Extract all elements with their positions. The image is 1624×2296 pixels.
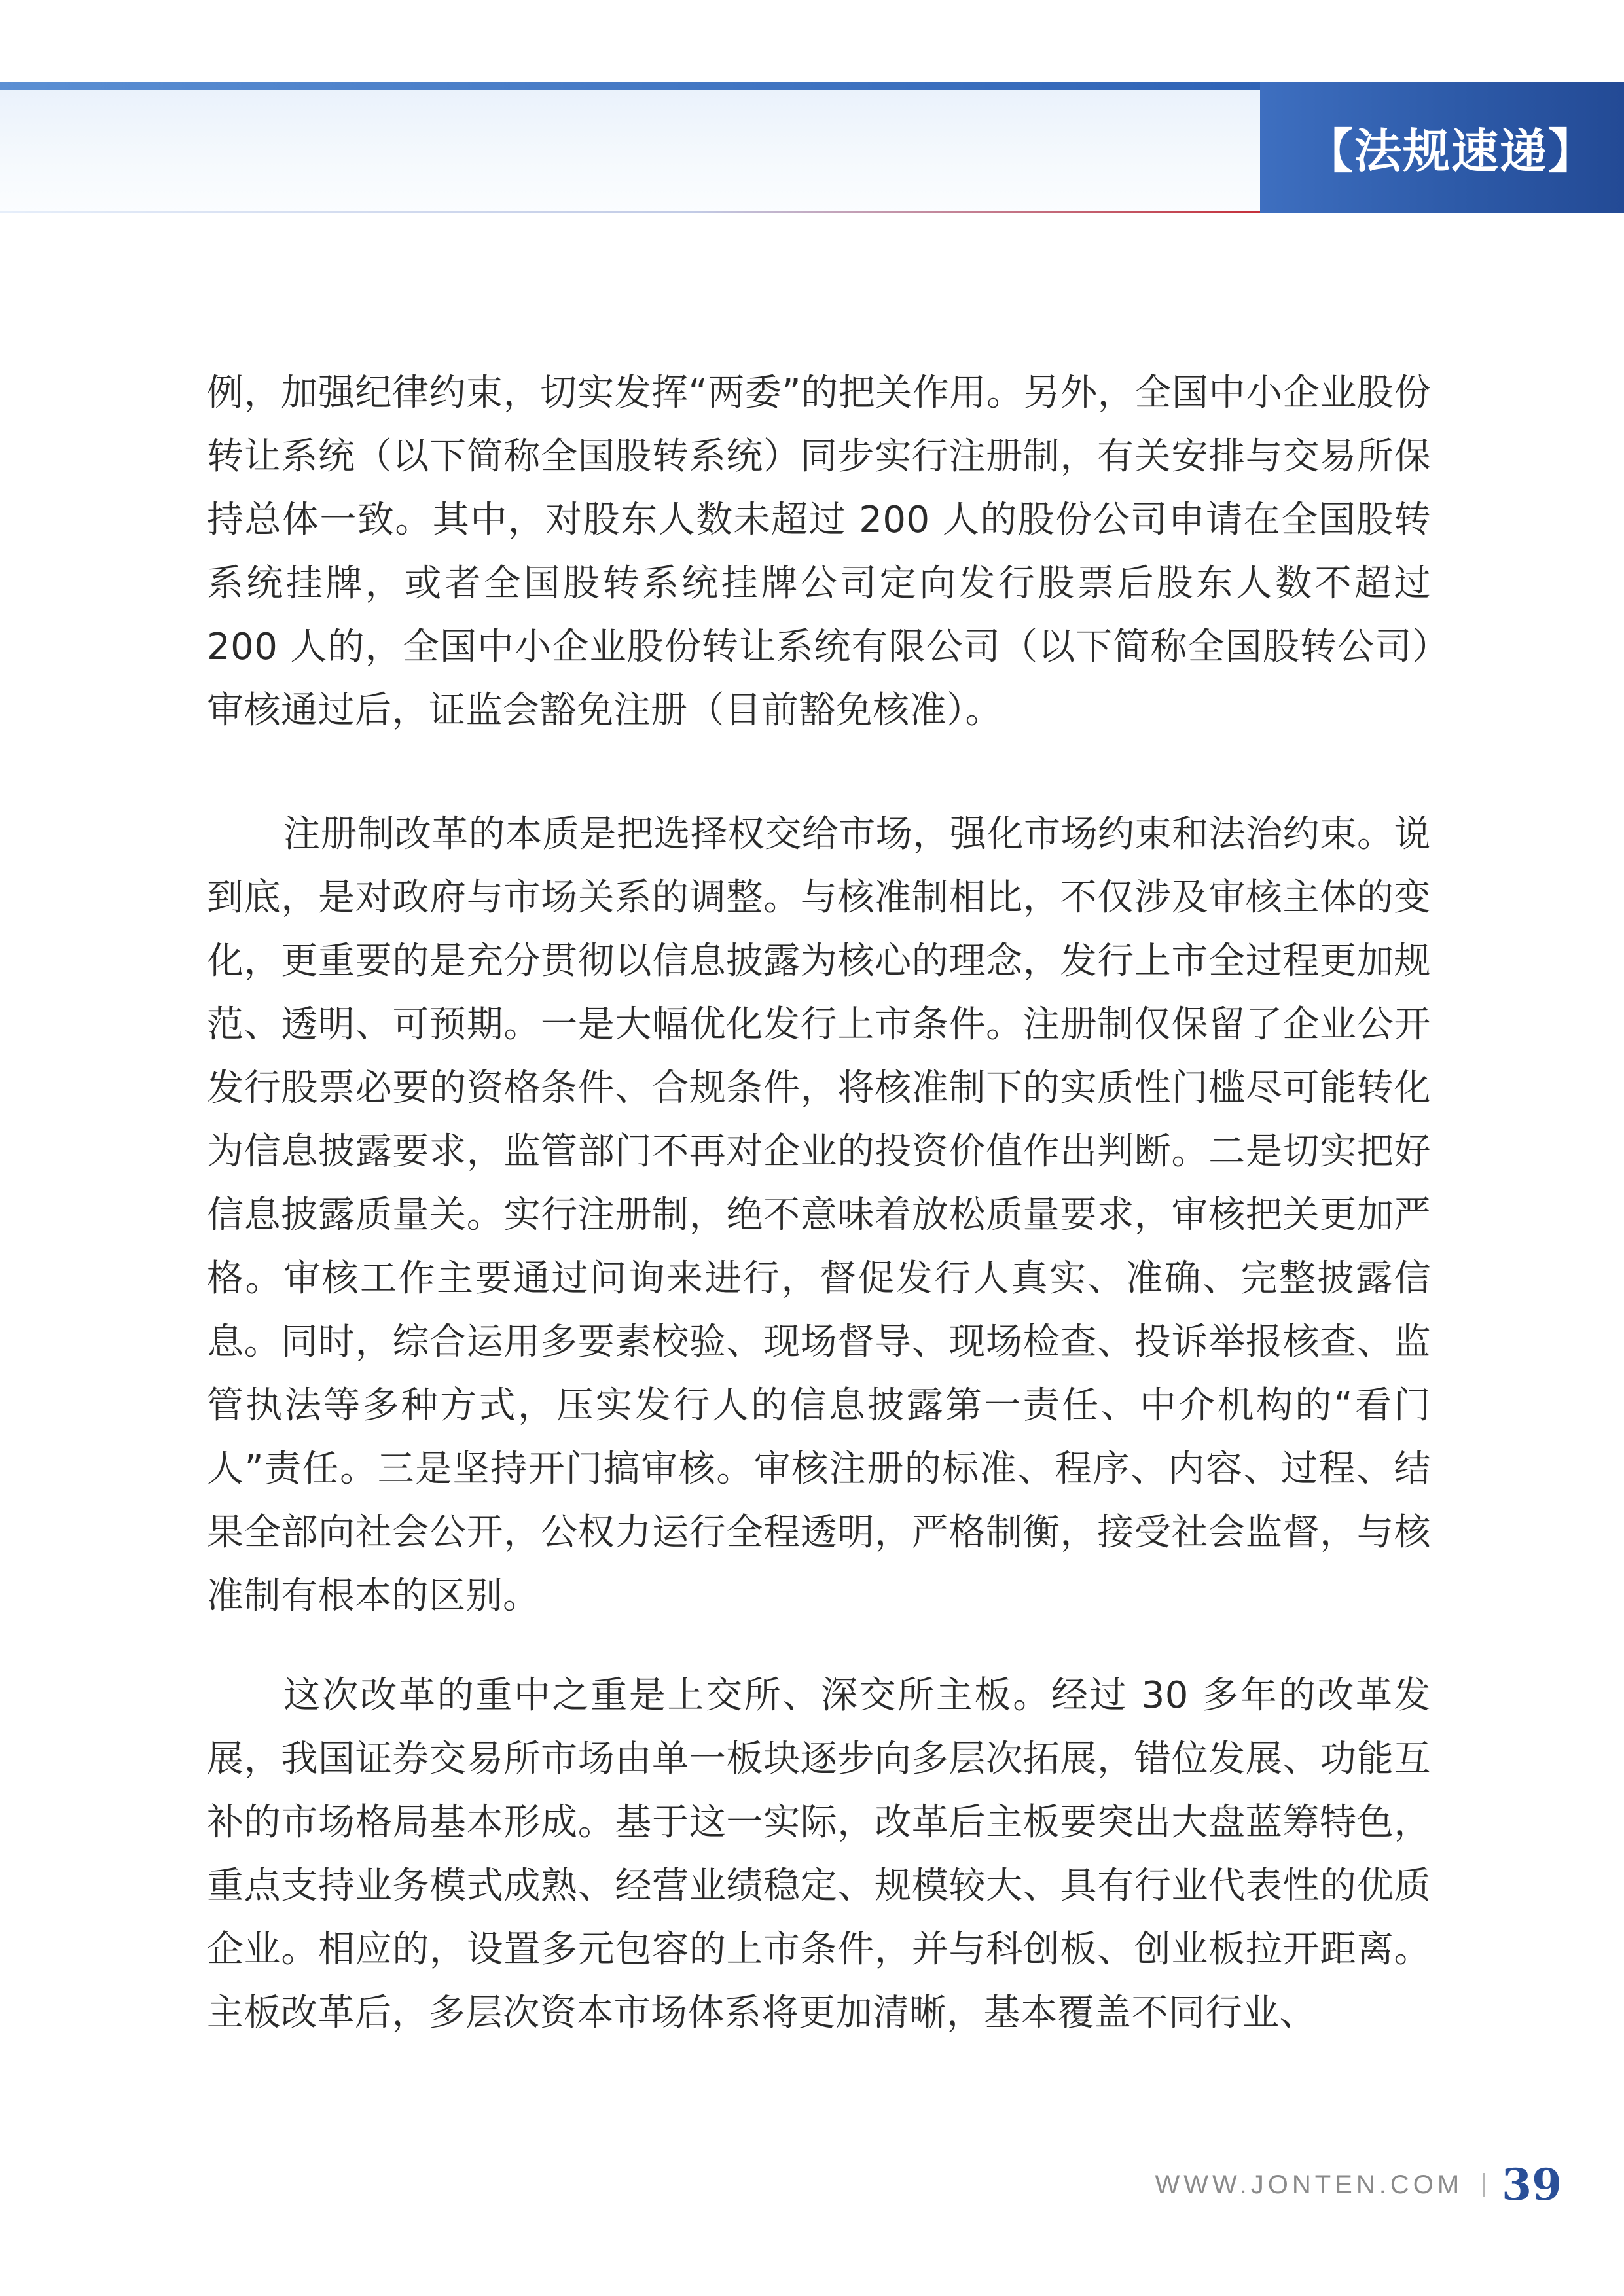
header-top-rule	[0, 82, 1260, 90]
header-band	[0, 82, 1260, 213]
page-number: 39	[1502, 2159, 1562, 2210]
website-link[interactable]: WWW.JONTEN.COM	[1155, 2170, 1464, 2199]
page-footer	[1155, 2159, 1562, 2211]
paragraph-1: 例，加强纪律约束，切实发挥“两委”的把关作用。另外，全国中小企业股份转让系统（以下简称全国股转系统）同步实行注册制，有关安排与交易所保持总体一致。其中，对股东人数未超过 200 人的股份公司申请在全国股转系统挂牌，或者全国股转系统挂牌公司定向发行股票后股东人数不超过 200 人的，全国中小企业股份转让系统有限公司（以下简称全国股转公司）审核通过后，证监会豁免注册（目前豁免核准）。	[207, 372, 1431, 732]
section-tab	[1260, 82, 1624, 213]
paragraph-2: 注册制改革的本质是把选择权交给市场，强化市场约束和法治约束。说到底，是对政府与市场关系的调整。与核准制相比，不仅涉及审核主体的变化，更重要的是充分贯彻以信息披露为核心的理念，发行上市全过程更加规范、透明、可预期。一是大幅优化发行上市条件。注册制仅保留了企业公开发行股票必要的资格条件、合规条件，将核准制下的实质性门槛尽可能转化为信息披露要求，监管部门不再对企业的投资价值作出判断。二是切实把好信息披露质量关。实行注册制，绝不意味着放松质量要求，审核把关更加严格。审核工作主要通过问询来进行，督促发行人真实、准确、完整披露信息。同时，综合运用多要素校验、现场督导、现场检查、投诉举报核查、监管执法等多种方式，压实发行人的信息披露第一责任、中介机构的“看门人”责任。三是坚持开门搞审核。审核注册的标准、程序、内容、过程、结果全部向社会公开，公权力运行全程透明，严格制衡，接受社会监督，与核准制有根本的区别。	[207, 813, 1431, 1617]
section-label: 【法规速递】	[1306, 123, 1597, 179]
header-bottom-rule	[0, 211, 1260, 213]
footer-divider	[1483, 2173, 1485, 2197]
paragraph-3: 这次改革的重中之重是上交所、深交所主板。经过 30 多年的改革发展，我国证券交易所市场由单一板块逐步向多层次拓展，错位发展、功能互补的市场格局基本形成。基于这一实际，改革后主板要突出大盘蓝筹特色，重点支持业务模式成熟、经营业绩稳定、规模较大、具有行业代表性的优质企业。相应的，设置多元包容的上市条件，并与科创板、创业板拉开距离。主板改革后，多层次资本市场体系将更加清晰，基本覆盖不同行业、	[207, 1674, 1431, 2034]
